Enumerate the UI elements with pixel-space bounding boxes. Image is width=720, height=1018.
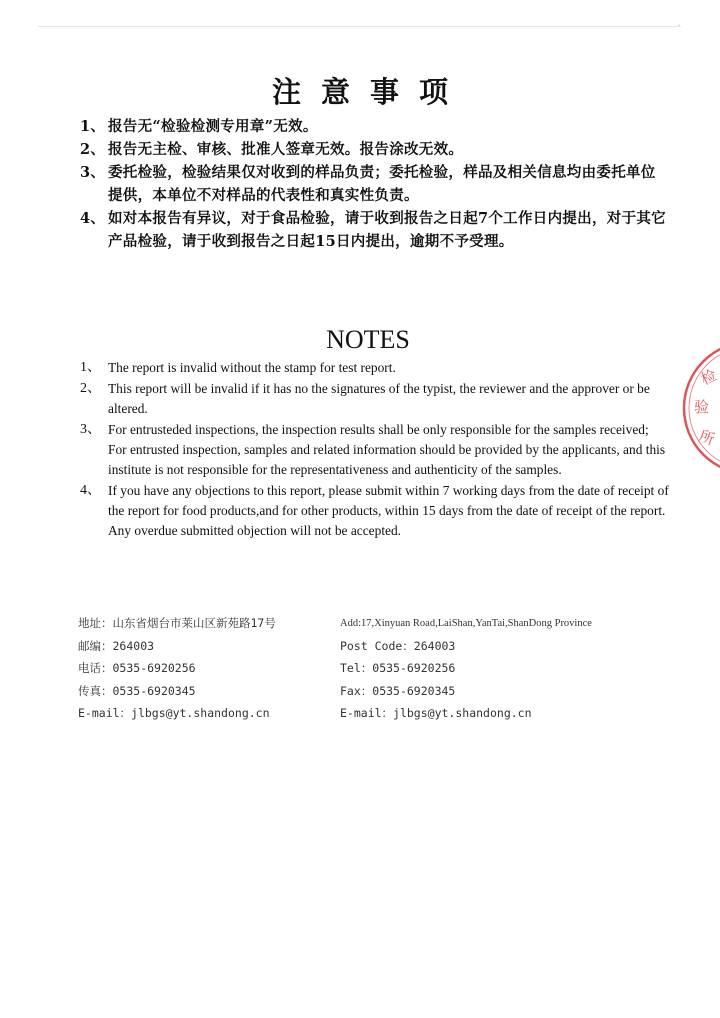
svg-text:检: 检 bbox=[698, 365, 720, 389]
fax-en: Fax：0535-6920345 bbox=[340, 683, 456, 698]
postcode-cn: 邮编：264003 bbox=[78, 638, 155, 653]
address-en: Add:17,Xinyuan Road,LaiShan,YanTai,ShanDong Province bbox=[340, 617, 592, 629]
cn-notice-item bbox=[80, 138, 670, 161]
official-seal-stamp bbox=[672, 340, 720, 476]
phone-cn: 电话：0535-6920256 bbox=[78, 661, 196, 676]
svg-text:验: 验 bbox=[694, 398, 710, 416]
contact-row-email bbox=[78, 702, 678, 725]
cn-item-text: 报告无“检验检测专用章”无效。 bbox=[108, 118, 318, 135]
contact-row-address bbox=[78, 612, 678, 635]
en-item-text: For entrusteded inspections, the inspection results shall be only responsible for the samples received; For entrusted inspection, samples and related information should be provided by the applicants, and this institute is not responsible for the representativeness and authenticity of the samples. bbox=[108, 422, 666, 477]
cn-item-text: 委托检验，检验结果仅对收到的样品负责；委托检验，样品及相关信息均由委托单位提供，本单位不对样品的代表性和真实性负责。 bbox=[108, 164, 656, 204]
cn-item-number: 3、 bbox=[80, 164, 106, 181]
en-notes-item bbox=[80, 358, 670, 378]
contact-row-postcode bbox=[78, 635, 678, 658]
email-en: E-mail：jlbgs@yt.shandong.cn bbox=[340, 706, 532, 721]
corner-mark: - bbox=[678, 22, 681, 29]
cn-notice-item bbox=[80, 161, 670, 207]
contact-row-phone bbox=[78, 657, 678, 680]
postcode-en: Post Code：264003 bbox=[340, 638, 456, 653]
en-notes-item bbox=[80, 379, 670, 419]
contact-block bbox=[78, 612, 678, 725]
header-rule bbox=[38, 26, 681, 27]
email-cn: E-mail：jlbgs@yt.shandong.cn bbox=[78, 706, 270, 721]
en-notes-item bbox=[80, 420, 670, 480]
en-notes-item bbox=[80, 481, 670, 541]
cn-item-text: 如对本报告有异议，对于食品检验，请于收到报告之日起7个工作日内提出，对于其它产品检验，请于收到报告之日起15日内提出，逾期不予受理。 bbox=[108, 210, 666, 250]
svg-text:所: 所 bbox=[696, 426, 717, 449]
fax-cn: 传真：0535-6920345 bbox=[78, 683, 196, 698]
en-notes-list bbox=[80, 358, 670, 542]
cn-item-text: 报告无主检、审核、批准人签章无效。报告涂改无效。 bbox=[108, 141, 464, 158]
cn-item-number: 2、 bbox=[80, 141, 106, 158]
cn-notice-item bbox=[80, 207, 670, 253]
seal-icon bbox=[672, 340, 720, 476]
phone-en: Tel：0535-6920256 bbox=[340, 661, 456, 676]
cn-notice-title: 注意事项 bbox=[271, 75, 468, 109]
en-item-number: 1、 bbox=[80, 360, 101, 375]
cn-notice-list bbox=[80, 115, 670, 253]
contact-row-fax bbox=[78, 680, 678, 703]
cn-item-number: 1、 bbox=[80, 118, 106, 135]
cn-notice-item bbox=[80, 115, 670, 138]
en-item-number: 3、 bbox=[80, 422, 101, 437]
en-item-text: The report is invalid without the stamp for test report. bbox=[108, 360, 396, 375]
en-item-text: If you have any objections to this report, please submit within 7 working days from the date of receipt of the report for food products,and for other products, within 15 days from the date of receipt of the report. Any overdue submitted objection will not be accepted. bbox=[108, 483, 669, 538]
cn-item-number: 4、 bbox=[80, 210, 106, 227]
en-item-number: 2、 bbox=[80, 381, 101, 396]
en-notes-title: NOTES bbox=[326, 325, 410, 354]
en-item-number: 4、 bbox=[80, 483, 101, 498]
en-item-text: This report will be invalid if it has no the signatures of the typist, the reviewer and the approver or be altered. bbox=[108, 381, 650, 416]
address-cn: 地址：山东省烟台市莱山区新苑路17号 bbox=[78, 616, 276, 631]
